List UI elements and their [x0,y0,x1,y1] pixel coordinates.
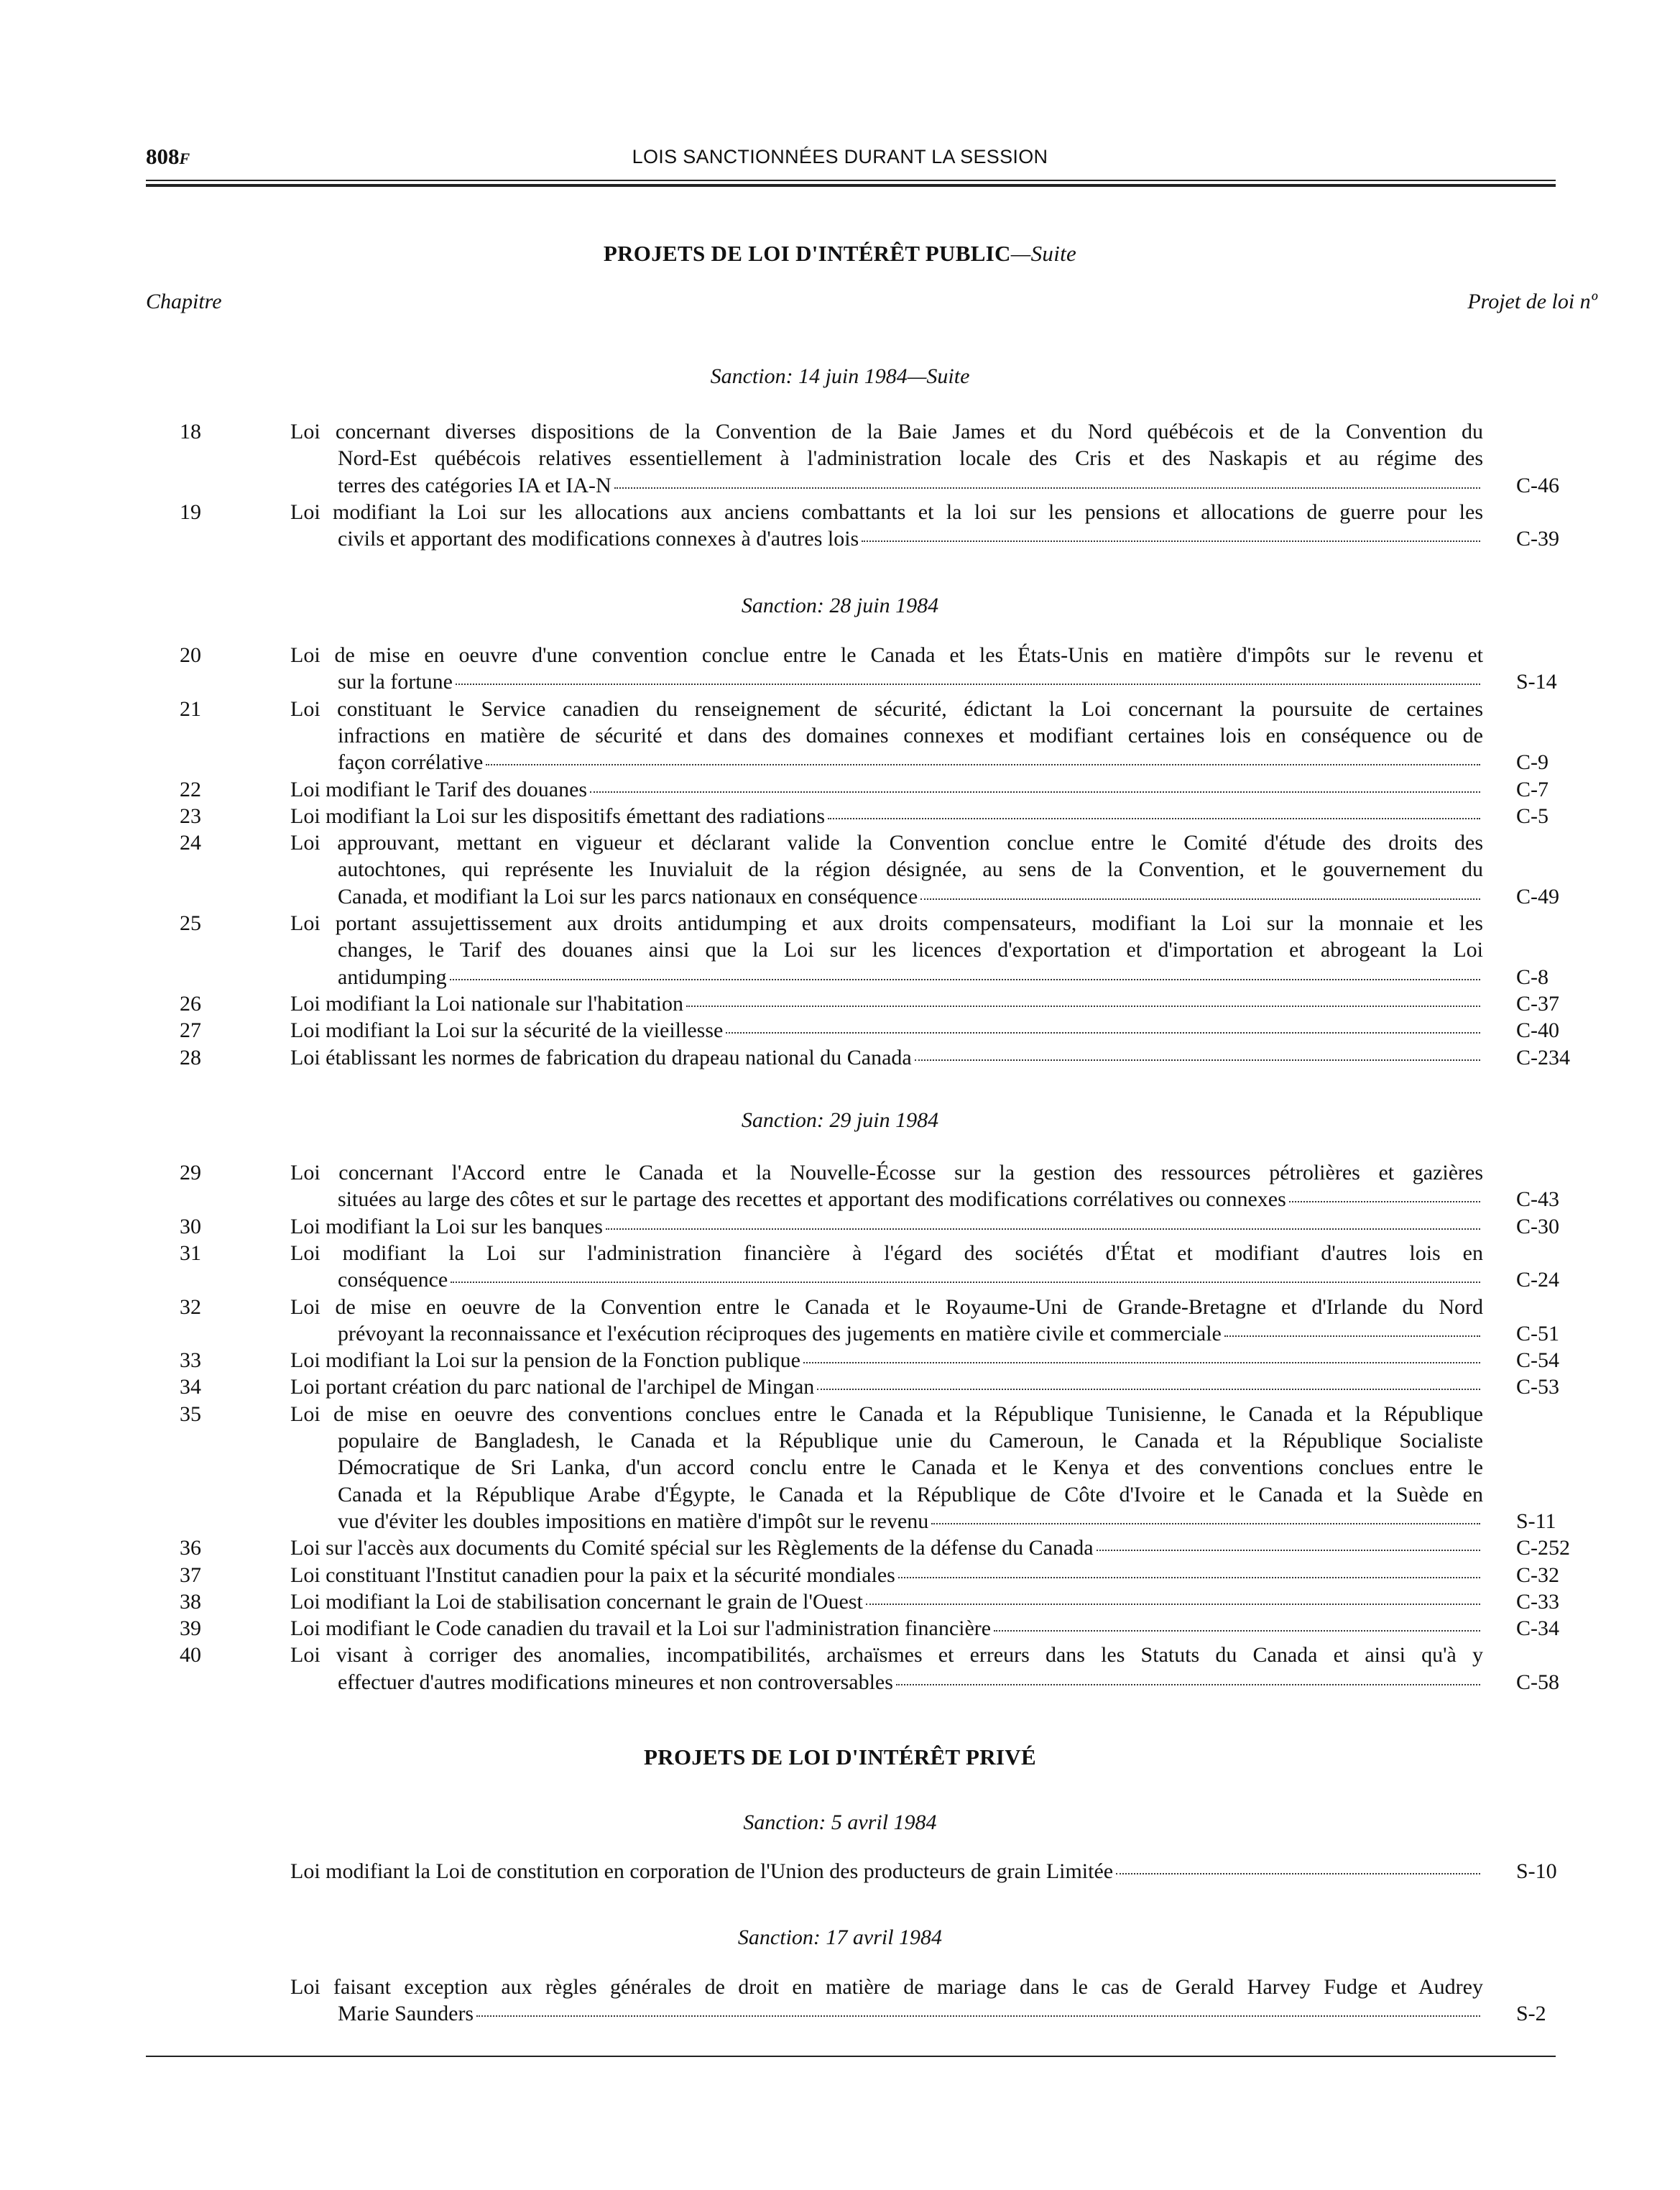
bill-entry [0,642,1680,696]
bill-title-line: changes, le Tarif des douanes ainsi que la Loi sur les licences d'exportation et d'importation et abrogeant la Loi [338,938,1483,962]
chapter-number: 33 [180,1348,201,1373]
bill-number: C-32 [1516,1563,1559,1587]
dot-leader [803,1362,1480,1363]
chapter-number: 25 [180,911,201,935]
dot-leader [476,2015,1480,2017]
bill-title-text: Loi modifiant la Loi sur la pension de la Fonction publique [290,1348,800,1373]
bill-entry [0,1159,1680,1213]
dot-leader [994,1630,1480,1632]
chapter-number: 38 [180,1589,201,1614]
column-heading-chapter: Chapitre [146,290,222,313]
bill-title [290,910,1483,990]
bill-title [290,642,1483,696]
bill-title-text: Loi établissant les normes de fabrication du drapeau national du Canada [290,1045,912,1069]
bill-title-text: sur la fortune [338,670,453,694]
bill-title [290,1642,1483,1696]
bill-title [290,990,1483,1017]
dot-leader [686,1006,1480,1007]
bill-entry [0,1642,1680,1696]
bill-title-line [290,1615,1483,1642]
bill-number: C-234 [1516,1045,1570,1069]
bill-title-line: Loi faisant exception aux règles générales de droit en matière de mariage dans le cas de Gerald Harvey Fudge et Audrey [290,1975,1483,1999]
bill-entry [0,1401,1680,1535]
dot-leader [486,764,1480,765]
bill-title-line [290,1588,1483,1615]
bill-title-text: conséquence [338,1268,448,1292]
bill-number: C-49 [1516,884,1559,908]
bill-title-line: Loi portant assujettissement aux droits antidumping et aux droits compensateurs, modifiant la Loi sur la monnaie et les [290,911,1483,935]
header-rule-top [146,180,1556,181]
bill-number: S-10 [1516,1859,1557,1883]
bill-number: C-30 [1516,1214,1559,1238]
bill-title-line: Nord-Est québécois relatives essentiellement à l'administration locale des Cris et des Naskapis et au régime des [338,446,1483,471]
bill-entry [0,696,1680,776]
bill-entry [0,1240,1680,1294]
dot-leader [896,1684,1480,1685]
column-heading-bill-number: Projet de loi nº [1467,290,1597,313]
bill-entry [0,776,1680,803]
bill-entry [0,1562,1680,1588]
bill-entry [0,1615,1680,1642]
bill-title-text: situées au large des côtes et sur le partage des recettes et apportant des modifications corrélatives ou connexes [338,1187,1286,1212]
bill-title-line [290,1213,1483,1240]
bill-title-line: populaire de Bangladesh, le Canada et la République unie du Cameroun, le Canada et la République Socialiste [338,1428,1483,1453]
dot-leader [456,684,1480,685]
bill-title-line [290,525,1483,552]
dot-leader [1097,1550,1480,1551]
bill-number: C-7 [1516,777,1549,801]
chapter-number: 37 [180,1563,201,1587]
bill-title-text: prévoyant la reconnaissance et l'exécution réciproques des jugements en matière civile et commerciale [338,1321,1222,1345]
bill-number: C-53 [1516,1375,1559,1399]
bill-entry [0,1974,1680,2028]
bill-entry [0,1588,1680,1615]
dot-leader [1289,1201,1480,1202]
bill-title-line [290,1374,1483,1400]
bill-number: C-39 [1516,527,1559,551]
dot-leader [817,1389,1480,1390]
chapter-number: 24 [180,831,201,855]
chapter-number: 18 [180,420,201,443]
bill-title [290,1615,1483,1642]
dot-leader [862,540,1480,542]
bill-title-line: infractions en matière de sécurité et dans des domaines connexes et modifiant certaines lois en conséquence ou de [338,723,1483,747]
chapter-number: 39 [180,1616,201,1641]
bill-title [290,1240,1483,1294]
bill-title-text: Marie Saunders [338,2002,474,2026]
dot-leader [450,979,1480,980]
bill-title-line: Loi modifiant la Loi sur l'administration financière à l'égard des sociétés d'État et modifiant d'autres lois en [290,1241,1483,1265]
bill-entry [0,418,1680,499]
bill-title [290,696,1483,776]
chapter-number: 30 [180,1214,201,1238]
bill-title-text: terres des catégories IA et IA-N [338,473,611,497]
bill-title-line: Loi modifiant la Loi sur les allocations aux anciens combattants et la loi sur les pensions et allocations de guerre pour les [290,500,1483,524]
chapter-number: 36 [180,1536,201,1560]
chapter-number: 21 [180,696,201,721]
chapter-number: 31 [180,1241,201,1265]
dot-leader [828,818,1480,819]
bill-number: C-46 [1516,473,1559,497]
bill-title-line [290,990,1483,1017]
chapter-number: 22 [180,777,201,801]
bill-title-text: Loi modifiant le Tarif des douanes [290,777,588,801]
public-bills-title: PROJETS DE LOI D'INTÉRÊT PUBLIC—Suite [603,241,1077,266]
bill-entry [0,499,1680,553]
footer-rule [146,2056,1556,2057]
bill-entry [0,803,1680,829]
bill-entry [0,1535,1680,1561]
dot-leader [451,1282,1480,1283]
chapter-number: 20 [180,643,201,667]
chapter-number: 23 [180,804,201,828]
chapter-number: 32 [180,1294,201,1319]
bill-title-line [290,964,1483,990]
bill-entry [0,1017,1680,1044]
bill-entry [0,910,1680,990]
dot-leader [606,1228,1480,1230]
dot-leader [590,791,1480,793]
sanction-date: Sanction: 29 juin 1984 [741,1108,939,1132]
sanction-date: Sanction: 28 juin 1984 [741,594,939,617]
bill-title-line: Loi approuvant, mettant en vigueur et déclarant valide la Convention conclue entre le Comité d'étude des droits des [290,831,1483,855]
bill-number: C-51 [1516,1321,1559,1345]
dot-leader [1224,1335,1480,1337]
bill-title-line [290,1508,1483,1535]
bill-title [290,1044,1483,1071]
dot-leader [931,1523,1480,1524]
bill-title-line: Canada et la République Arabe d'Égypte, le Canada et la République de Côte d'Ivoire et le Canada et la Suède en [338,1482,1483,1506]
bill-title-text: Canada, et modifiant la Loi sur les parcs nationaux en conséquence [338,884,918,908]
bill-entry [0,1374,1680,1400]
chapter-number: 40 [180,1643,201,1667]
chapter-number: 26 [180,991,201,1016]
bill-title-text: Loi modifiant la Loi sur les banques [290,1214,603,1238]
bill-title [290,1347,1483,1374]
bill-title-text: Loi portant création du parc national de l'archipel de Mingan [290,1375,815,1399]
bill-title-line [290,749,1483,776]
bill-number: C-34 [1516,1616,1559,1641]
bill-title [290,1213,1483,1240]
bill-title [290,1562,1483,1588]
bill-entry [0,1044,1680,1071]
bill-number: S-2 [1516,2002,1546,2026]
bill-title-line [290,1320,1483,1347]
bill-entry [0,829,1680,910]
bill-title-text: Loi modifiant la Loi de stabilisation concernant le grain de l'Ouest [290,1589,863,1614]
page-number: 808F [146,144,190,169]
dot-leader [726,1032,1480,1034]
bill-title-text: Loi modifiant la Loi de constitution en corporation de l'Union des producteurs de grain Limitée [290,1859,1114,1883]
bill-title-text: Loi constituant l'Institut canadien pour la paix et la sécurité mondiales [290,1563,895,1587]
bill-title-line: Loi visant à corriger des anomalies, incompatibilités, archaïsmes et erreurs dans les Statuts du Canada et ainsi qu'à y [290,1643,1483,1667]
dot-leader [866,1604,1480,1605]
bill-entry [0,1294,1680,1348]
bill-title-line [290,2000,1483,2027]
dot-leader [614,487,1480,489]
bill-title-text: vue d'éviter les doubles impositions en matière d'impôt sur le revenu [338,1509,929,1533]
bill-title [290,1858,1483,1885]
dot-leader [920,898,1480,900]
bill-title-text: Loi sur l'accès aux documents du Comité spécial sur les Règlements de la défense du Canada [290,1536,1094,1560]
bill-title-line: Démocratique de Sri Lanka, d'un accord conclu entre le Canada et le Kenya et des conventions conclues entre le [338,1455,1483,1480]
bill-title [290,776,1483,803]
bill-number: C-43 [1516,1187,1559,1212]
bill-number: C-58 [1516,1670,1559,1694]
bill-entry [0,1213,1680,1240]
chapter-number: 19 [180,500,201,524]
bill-title-line: Loi de mise en oeuvre d'une convention conclue entre le Canada et les États-Unis en matière d'impôts sur le revenu et [290,643,1483,667]
bill-title [290,803,1483,829]
chapter-number: 28 [180,1045,201,1069]
sanction-date: Sanction: 17 avril 1984 [737,1926,943,1949]
bill-title [290,1401,1483,1535]
bill-title-text: antidumping [338,965,447,989]
bill-title-line [290,1266,1483,1293]
bill-title-line: Loi de mise en oeuvre des conventions conclues entre le Canada et la République Tunisienne, le Canada et la République [290,1402,1483,1426]
bill-title-text: effectuer d'autres modifications mineures et non controversables [338,1670,893,1694]
bill-title-line [290,1535,1483,1561]
bill-title-line [290,668,1483,695]
dot-leader [915,1059,1480,1061]
bill-title [290,1017,1483,1044]
chapter-number: 29 [180,1161,201,1184]
bill-title-line [290,1347,1483,1374]
bill-title [290,418,1483,499]
chapter-number: 34 [180,1375,201,1399]
bill-number: S-11 [1516,1509,1556,1533]
dot-leader [1116,1873,1480,1874]
bill-title-line: Loi de mise en oeuvre de la Convention entre le Canada et le Royaume-Uni de Grande-Bretagne et d'Irlande du Nord [290,1294,1483,1319]
bill-title-line [290,883,1483,910]
bill-title-line [290,803,1483,829]
bill-title-line [290,472,1483,499]
bill-title [290,1159,1483,1213]
chapter-number: 27 [180,1018,201,1043]
bill-title-text: Loi modifiant la Loi sur les dispositifs émettant des radiations [290,804,826,828]
bill-entry [0,990,1680,1017]
bill-title-text: civils et apportant des modifications connexes à d'autres lois [338,527,859,551]
bill-title [290,499,1483,553]
bill-title-text: façon corrélative [338,750,484,775]
bill-number: C-9 [1516,750,1549,775]
bill-number: C-24 [1516,1268,1559,1292]
bill-title-line [290,1562,1483,1588]
bill-title-text: Loi modifiant la Loi sur la sécurité de la vieillesse [290,1018,724,1043]
bill-title [290,1588,1483,1615]
bill-number: C-5 [1516,804,1549,828]
bill-title [290,1294,1483,1348]
private-bills-title: PROJETS DE LOI D'INTÉRÊT PRIVÉ [644,1744,1036,1770]
bill-number: C-40 [1516,1018,1559,1043]
bill-title-text: Loi modifiant la Loi nationale sur l'habitation [290,991,683,1016]
bill-title-line [290,1669,1483,1696]
bill-title [290,1974,1483,2028]
bill-number: C-252 [1516,1536,1570,1560]
running-title: LOIS SANCTIONNÉES DURANT LA SESSION [632,146,1048,167]
bill-title-line [290,1858,1483,1885]
bill-number: C-33 [1516,1589,1559,1614]
bill-number: C-37 [1516,991,1559,1016]
bill-entry [0,1347,1680,1374]
bill-title-line [290,776,1483,803]
bill-number: C-8 [1516,965,1549,989]
bill-title-line: autochtones, qui représente les Inuvialuit de la région désignée, au sens de la Convention, et le gouvernement du [338,857,1483,882]
bill-title-line [290,1017,1483,1044]
bill-title [290,1535,1483,1561]
bill-title-line: Loi constituant le Service canadien du renseignement de sécurité, édictant la Loi concernant la poursuite de certaines [290,696,1483,721]
sanction-date: Sanction: 14 juin 1984—Suite [710,364,970,388]
chapter-number: 35 [180,1402,201,1426]
dot-leader [898,1577,1480,1578]
bill-number: S-14 [1516,670,1557,694]
bill-title-line [290,1044,1483,1071]
bill-title [290,829,1483,910]
bill-title-line: Loi concernant diverses dispositions de la Convention de la Baie James et du Nord québécois et de la Convention du [290,420,1483,443]
header-rule-bottom [146,184,1556,187]
bill-title-line [290,1186,1483,1213]
bill-entry [0,1858,1680,1885]
bill-title-line: Loi concernant l'Accord entre le Canada et la Nouvelle-Écosse sur la gestion des ressources pétrolières et gazières [290,1161,1483,1184]
bill-number: C-54 [1516,1348,1559,1373]
bill-title [290,1374,1483,1400]
bill-title-text: Loi modifiant le Code canadien du travail et la Loi sur l'administration financière [290,1616,992,1641]
sanction-date: Sanction: 5 avril 1984 [743,1811,937,1834]
